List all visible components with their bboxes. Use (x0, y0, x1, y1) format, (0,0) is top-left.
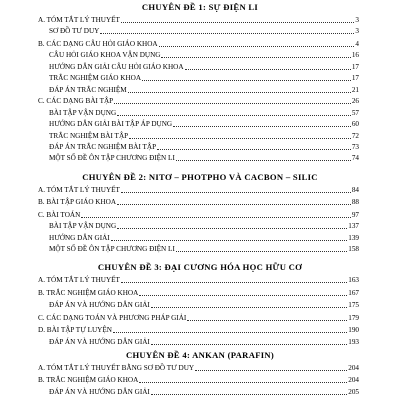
leader-dots (121, 22, 354, 23)
leader-dots (121, 192, 351, 193)
chapter-title: CHUYÊN ĐỀ 3: ĐẠI CƯƠNG HÓA HỌC HỮU CƠ (97, 262, 303, 272)
toc-entry-label: B. BÀI TẬP GIÁO KHOA (38, 198, 117, 206)
toc-entry (49, 130, 359, 141)
leader-dots (117, 228, 347, 229)
toc-entry-page: 4 (355, 40, 359, 48)
toc-entry-label: C. CÁC DẠNG BÀI TẬP (38, 97, 114, 105)
toc-entry-page: 137 (348, 222, 359, 230)
leader-dots (113, 332, 347, 333)
toc-entry-page: 84 (351, 186, 359, 194)
toc-entry (38, 274, 359, 285)
toc-entry-page: 72 (351, 132, 359, 140)
toc-entry (38, 374, 359, 385)
leader-dots (176, 160, 351, 161)
toc-entry (38, 38, 359, 49)
toc-entry (49, 336, 359, 347)
toc-entry-label: BÀI TẬP VẬN DỤNG (49, 222, 117, 230)
toc-entry (38, 14, 359, 25)
toc-entry-label: C. BÀI TOÁN (38, 211, 81, 219)
toc-entry-label: HƯỚNG DẪN GIẢI (49, 234, 110, 242)
toc-entry (49, 299, 359, 310)
toc-entry-label: ĐÁP ÁN TRẮC NGHIỆM (49, 86, 127, 94)
toc-entry (38, 184, 359, 195)
leader-dots (195, 370, 347, 371)
leader-dots (151, 394, 347, 395)
toc-entry-page: 73 (351, 143, 359, 151)
toc-entry (38, 287, 359, 298)
toc-entry (49, 152, 359, 163)
leader-dots (100, 33, 354, 34)
toc-entry-page: 204 (348, 376, 359, 384)
toc-entry (49, 118, 359, 129)
toc-entry-page: 3 (355, 27, 359, 35)
toc-entry-page: 16 (351, 51, 359, 59)
leader-dots (142, 80, 351, 81)
chapter-title: CHUYÊN ĐỀ 2: NITƠ – PHOTPHO VÀ CACBON – SILIC (82, 172, 318, 182)
toc-entry (49, 61, 359, 72)
toc-entry (49, 232, 359, 243)
toc-entry (49, 25, 359, 36)
toc-entry-page: 74 (351, 154, 359, 162)
toc-entry-page: 205 (348, 388, 359, 396)
toc-entry (38, 196, 359, 207)
toc-entry-label: B. CÁC DẠNG CÂU HỎI GIÁO KHOA (38, 40, 158, 48)
toc-entry-page: 167 (348, 289, 359, 297)
toc-entry-label: TRẮC NGHIỆM BÀI TẬP (49, 132, 129, 140)
leader-dots (129, 138, 351, 139)
toc-entry (38, 209, 359, 220)
toc-entry-label: B. TRẮC NGHIỆM GIÁO KHOA (38, 289, 139, 297)
leader-dots (185, 69, 351, 70)
toc-entry-label: HƯỚNG DẪN GIẢI CÂU HỎI GIÁO KHOA (49, 63, 184, 71)
toc-entry-label: ĐÁP ÁN VÀ HƯỚNG DẪN GIẢI (49, 338, 150, 346)
toc-entry-label: ĐÁP ÁN TRẮC NGHIỆM BÀI TẬP (49, 143, 157, 151)
toc-entry (49, 72, 359, 83)
toc-entry-page: 3 (355, 16, 359, 24)
toc-entry-page: 158 (348, 245, 359, 253)
toc-entry (49, 386, 359, 397)
toc-entry-label: A. TÓM TẮT LÝ THUYẾT (38, 16, 120, 24)
toc-entry-label: HƯỚNG DẪN GIẢI BÀI TẬP ÁP DỤNG (49, 120, 173, 128)
toc-entry (49, 243, 359, 254)
toc-entry-page: 57 (351, 109, 359, 117)
toc-entry (49, 84, 359, 95)
toc-entry-label: A. TÓM TẮT LÝ THUYẾT BẰNG SƠ ĐỒ TƯ DUY (38, 364, 195, 372)
toc-entry-page: 190 (348, 326, 359, 334)
leader-dots (151, 307, 347, 308)
toc-entry-label: ĐÁP ÁN VÀ HƯỚNG DẪN GIẢI (49, 388, 150, 396)
toc-entry-page: 163 (348, 276, 359, 284)
leader-dots (161, 57, 350, 58)
leader-dots (117, 204, 351, 205)
toc-entry-label: ĐÁP ÁN VÀ HƯỚNG DẪN GIẢI (49, 301, 150, 309)
leader-dots (151, 344, 347, 345)
leader-dots (128, 92, 351, 93)
toc-entry-page: 175 (348, 301, 359, 309)
toc-entry-label: D. BÀI TẬP TỰ LUYỆN (38, 326, 112, 334)
leader-dots (176, 251, 347, 252)
toc-entry (38, 95, 359, 106)
toc-entry-label: TRẮC NGHIỆM GIÁO KHOA (49, 74, 142, 82)
leader-dots (187, 320, 347, 321)
toc-entry-page: 17 (351, 74, 359, 82)
leader-dots (159, 46, 355, 47)
toc-entry (49, 49, 359, 60)
leader-dots (139, 295, 347, 296)
leader-dots (81, 217, 351, 218)
toc-entry-label: C. CÁC DẠNG TOÁN VÀ PHƯƠNG PHÁP GIẢI (38, 314, 187, 322)
chapter-title: CHUYÊN ĐỀ 1: SỰ ĐIỆN LI (141, 2, 259, 12)
chapter-title: CHUYÊN ĐỀ 4: ANKAN (PARAFIN) (125, 350, 275, 360)
leader-dots (139, 382, 347, 383)
leader-dots (111, 240, 348, 241)
toc-entry-label: MỘT SỐ ĐỀ ÔN TẬP CHƯƠNG ĐIỆN LI (49, 245, 175, 253)
toc-entry (38, 324, 359, 335)
toc-entry-label: MỘT SỐ ĐỀ ÔN TẬP CHƯƠNG ĐIỆN LI (49, 154, 175, 162)
toc-entry-label: A. TÓM TẮT LÝ THUYẾT (38, 186, 120, 194)
toc-entry (49, 107, 359, 118)
toc-entry-label: SƠ ĐỒ TƯ DUY (49, 27, 100, 35)
leader-dots (114, 103, 351, 104)
toc-entry-label: CÂU HỎI GIÁO KHOA VẬN DỤNG (49, 51, 161, 59)
toc-entry-page: 17 (351, 63, 359, 71)
toc-entry-page: 26 (351, 97, 359, 105)
leader-dots (121, 282, 347, 283)
toc-entry-page: 204 (348, 364, 359, 372)
toc-entry-page: 88 (351, 198, 359, 206)
toc-entry-page: 193 (348, 338, 359, 346)
leader-dots (157, 149, 351, 150)
toc-entry-label: A. TÓM TẮT LÝ THUYẾT (38, 276, 120, 284)
toc-entry (49, 141, 359, 152)
leader-dots (173, 126, 351, 127)
toc-entry-page: 139 (348, 234, 359, 242)
toc-entry (49, 220, 359, 231)
toc-entry-page: 60 (351, 120, 359, 128)
toc-entry-page: 97 (351, 211, 359, 219)
toc-entry-page: 21 (351, 86, 359, 94)
toc-entry-page: 179 (348, 314, 359, 322)
toc-entry-label: B. TRẮC NGHIỆM GIÁO KHOA (38, 376, 139, 384)
leader-dots (117, 115, 351, 116)
toc-entry (38, 362, 359, 373)
toc-entry (38, 312, 359, 323)
toc-entry-label: BÀI TẬP VẬN DỤNG (49, 109, 117, 117)
